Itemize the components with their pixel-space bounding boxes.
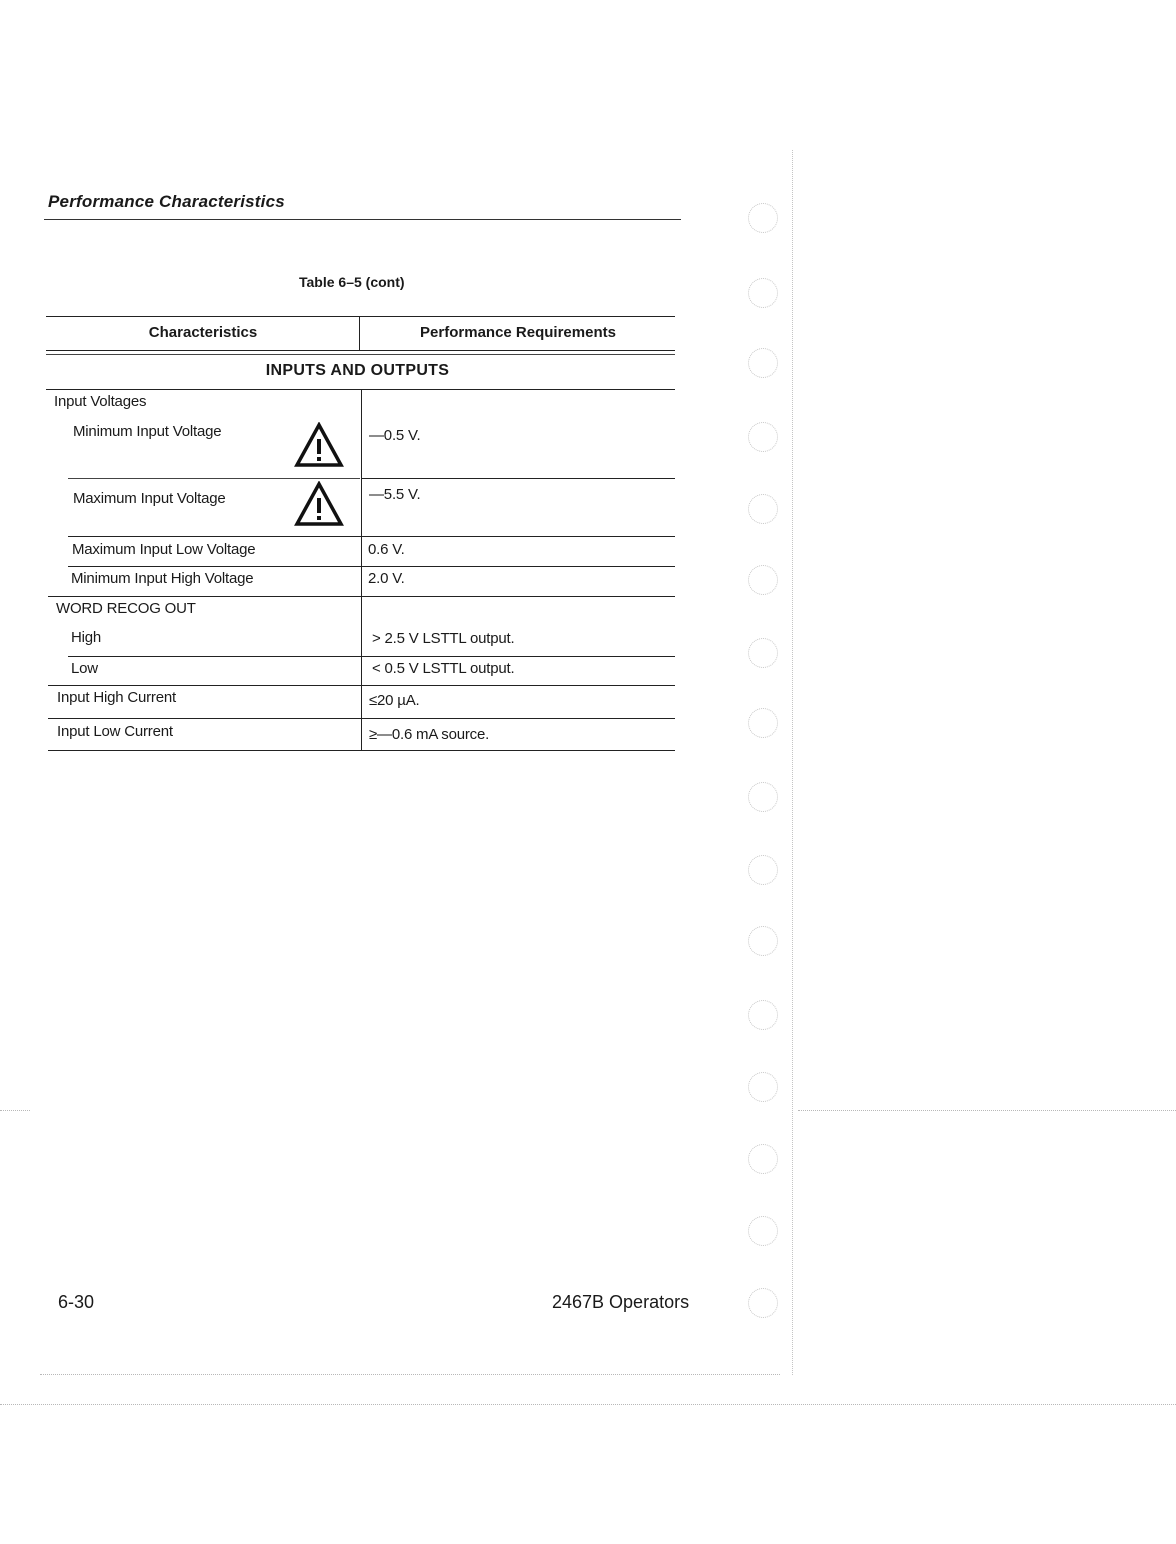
- warning-triangle-icon: [294, 481, 344, 527]
- punch-hole: [748, 348, 778, 378]
- punch-hole: [748, 1072, 778, 1102]
- punch-hole: [748, 494, 778, 524]
- word-recog-out-label: WORD RECOG OUT: [56, 600, 196, 617]
- column-header-characteristics: Characteristics: [148, 324, 258, 341]
- punch-hole: [748, 708, 778, 738]
- row-rule: [68, 536, 675, 537]
- header-rule-1: [46, 350, 675, 351]
- maximum-input-low-voltage-value: 0.6 V.: [368, 541, 405, 558]
- input-high-current-label: Input High Current: [57, 689, 176, 706]
- page-edge: [792, 150, 793, 1375]
- row-rule: [48, 596, 675, 597]
- page-edge: [0, 1404, 1176, 1405]
- word-recog-high-label: High: [71, 629, 102, 646]
- column-header-performance: Performance Requirements: [420, 324, 616, 341]
- row-rule: [68, 656, 675, 657]
- punch-hole: [748, 1216, 778, 1246]
- punch-hole: [748, 422, 778, 452]
- punch-hole: [748, 1144, 778, 1174]
- page-edge: [798, 1110, 1176, 1111]
- body-divider: [361, 390, 362, 750]
- minimum-input-voltage-value: —0.5 V.: [369, 427, 421, 444]
- row-rule: [48, 685, 675, 686]
- maximum-input-voltage-value: —5.5 V.: [369, 486, 421, 503]
- punch-hole: [748, 782, 778, 812]
- punch-hole: [748, 1000, 778, 1030]
- header-divider: [359, 317, 360, 350]
- row-rule: [68, 478, 360, 479]
- punch-hole: [748, 203, 778, 233]
- word-recog-low-value: < 0.5 V LSTTL output.: [372, 660, 515, 677]
- maximum-input-low-voltage-label: Maximum Input Low Voltage: [72, 541, 256, 558]
- header-rule: [44, 219, 681, 220]
- punch-hole: [748, 855, 778, 885]
- minimum-input-high-voltage-value: 2.0 V.: [368, 570, 405, 587]
- maximum-input-voltage-label: Maximum Input Voltage: [73, 490, 226, 507]
- row-rule: [362, 478, 675, 479]
- minimum-input-voltage-label: Minimum Input Voltage: [73, 423, 222, 440]
- punch-hole: [748, 278, 778, 308]
- minimum-input-high-voltage-label: Minimum Input High Voltage: [71, 570, 254, 587]
- input-low-current-label: Input Low Current: [57, 723, 173, 740]
- table-bottom-rule: [48, 750, 675, 751]
- input-voltages-label: Input Voltages: [54, 393, 147, 410]
- manual-name: 2467B Operators: [552, 1292, 690, 1312]
- page-edge: [0, 1110, 30, 1111]
- page-number: 6-30: [58, 1292, 95, 1312]
- warning-triangle-icon: [294, 422, 344, 468]
- punch-hole: [748, 638, 778, 668]
- table-top-rule: [46, 316, 675, 317]
- word-recog-low-label: Low: [71, 660, 98, 677]
- table-caption: Table 6–5 (cont): [299, 274, 405, 290]
- punch-hole: [748, 1288, 778, 1318]
- section-title: Performance Characteristics: [48, 192, 285, 211]
- word-recog-high-value: > 2.5 V LSTTL output.: [372, 630, 515, 647]
- section-heading: INPUTS AND OUTPUTS: [265, 362, 450, 379]
- page-edge: [40, 1374, 780, 1375]
- row-rule: [68, 566, 675, 567]
- header-rule-2: [46, 354, 675, 355]
- input-low-current-value: ≥—0.6 mA source.: [369, 726, 490, 743]
- punch-hole: [748, 926, 778, 956]
- row-rule: [48, 718, 675, 719]
- punch-hole: [748, 565, 778, 595]
- input-high-current-value: ≤20 µA.: [369, 692, 420, 709]
